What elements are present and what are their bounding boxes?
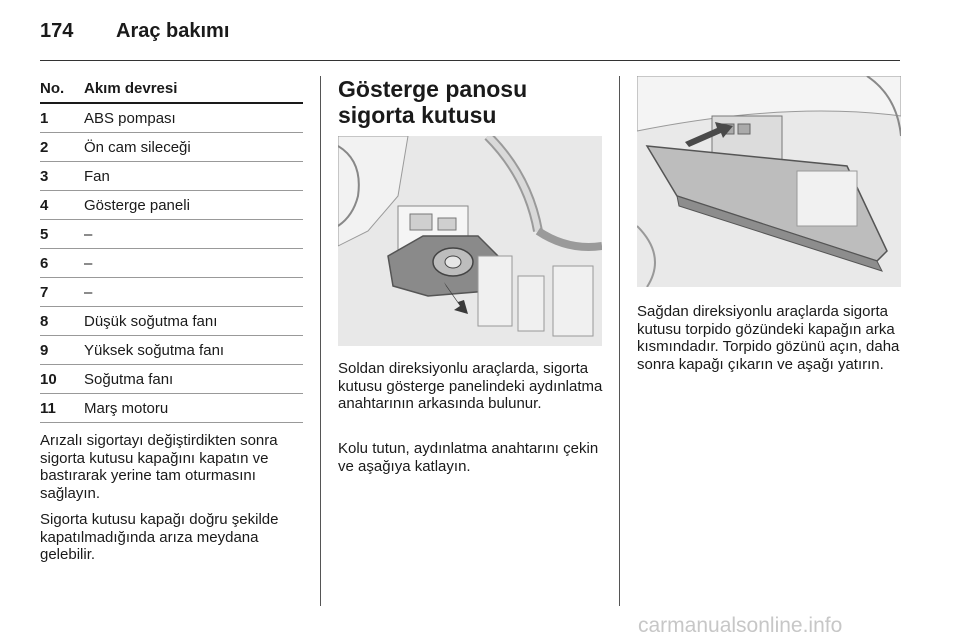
circuit-name: –: [84, 226, 93, 243]
paragraph-lhd-location: Soldan direksiyonlu araçlarda, sigorta kutusu gösterge panelindeki aydınlatma anahtarının arkasında bulunur.: [338, 360, 603, 412]
fuse-number: 3: [40, 168, 49, 185]
fuse-number: 11: [40, 400, 56, 417]
table-row: [40, 336, 303, 365]
fuse-table: [40, 80, 303, 102]
fuse-number: 2: [40, 139, 49, 156]
figure-lhd-light-switch: [338, 136, 602, 346]
table-row: [40, 220, 303, 249]
column-divider: [619, 76, 620, 606]
fuse-number: 4: [40, 197, 49, 214]
circuit-name: –: [84, 284, 93, 301]
table-row: [40, 104, 303, 133]
fuse-number: 10: [40, 371, 57, 388]
circuit-name: Düşük soğutma fanı: [84, 313, 218, 330]
light-switch-illustration: [338, 136, 602, 346]
paragraph-replace-fuse: Arızalı sigortayı değiştirdikten sonra sigorta kutusu kapağını kapatın ve bastırarak yerine tam oturmasını sağlayın.: [40, 432, 278, 502]
fuse-number: 1: [40, 110, 49, 127]
table-row: [40, 278, 303, 307]
watermark: carmanualsonline.info: [638, 614, 843, 637]
figure-rhd-glovebox: [637, 76, 901, 287]
column-header-circuit: Akım devresi: [84, 80, 178, 97]
circuit-name: ABS pompası: [84, 110, 176, 127]
column-divider: [320, 76, 321, 606]
circuit-name: –: [84, 255, 93, 272]
table-row: [40, 191, 303, 220]
circuit-name: Yüksek soğutma fanı: [84, 342, 225, 359]
fuse-number: 5: [40, 226, 49, 243]
paragraph-rhd-location: Sağdan direksiyonlu araçlarda sigorta kutusu torpido gözündeki kapağın arka kısmındadır. Torpido gözünü açın, daha sonra kapağı çıkarın ve aşağı yatırın.: [637, 303, 900, 373]
table-row: [40, 133, 303, 162]
circuit-name: Ön cam sileceği: [84, 139, 191, 156]
fuse-number: 7: [40, 284, 49, 301]
row-divider: [40, 422, 303, 423]
circuit-name: Soğutma fanı: [84, 371, 174, 388]
glovebox-illustration: [637, 76, 901, 287]
table-row: [40, 249, 303, 278]
table-header: [40, 80, 303, 102]
header-rule: [40, 60, 900, 61]
circuit-name: Fan: [84, 168, 110, 185]
fuse-number: 9: [40, 342, 49, 359]
table-row: [40, 394, 303, 423]
page-title: Araç bakımı: [116, 20, 230, 42]
paragraph-cover-warning: Sigorta kutusu kapağı doğru şekilde kapatılmadığında arıza meydana gelebilir.: [40, 511, 279, 563]
fuse-number: 8: [40, 313, 49, 330]
page-number: 174: [40, 20, 74, 42]
column-header-no: No.: [40, 80, 65, 97]
table-row: [40, 162, 303, 191]
fuse-number: 6: [40, 255, 49, 272]
circuit-name: Gösterge paneli: [84, 197, 190, 214]
table-row: [40, 365, 303, 394]
section-title: Gösterge panosu sigorta kutusu: [338, 76, 528, 128]
table-row: [40, 307, 303, 336]
paragraph-lhd-instructions: Kolu tutun, aydınlatma anahtarını çekin ve aşağıya katlayın.: [338, 440, 599, 475]
circuit-name: Marş motoru: [84, 400, 169, 417]
